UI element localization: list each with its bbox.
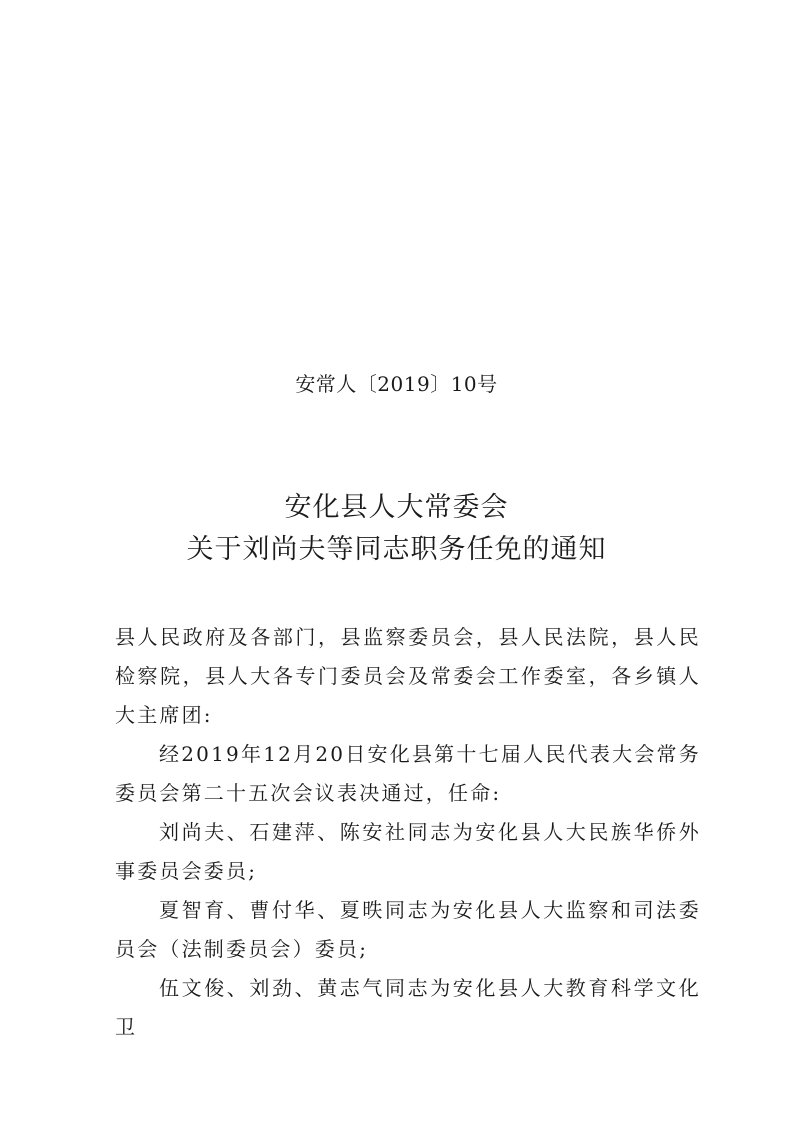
body-paragraph: 经2019年12月20日安化县第十七届人民代表大会常务委员会第二十五次会议表决通过，任命: xyxy=(115,742,701,805)
document-title-line-1: 安化县人大常委会 xyxy=(284,492,509,523)
document-title-line-2: 关于刘尚夫等同志职务任免的通知 xyxy=(186,534,607,565)
body-paragraph: 伍文俊、刘劲、黄志气同志为安化县人大教育科学文化卫 xyxy=(115,976,701,1039)
body-paragraph: 刘尚夫、石建萍、陈安社同志为安化县人大民族华侨外事委员会委员; xyxy=(115,820,701,883)
body-paragraph: 夏智育、曹付华、夏昳同志为安化县人大监察和司法委员会（法制委员会）委员; xyxy=(115,898,701,961)
document-body xyxy=(115,618,701,1047)
document-number: 安常人〔2019〕10号 xyxy=(295,372,498,396)
addressee-paragraph: 县人民政府及各部门，县监察委员会，县人民法院，县人民检察院，县人大各专门委员会及常委会工作委室，各乡镇人大主席团: xyxy=(115,625,701,727)
